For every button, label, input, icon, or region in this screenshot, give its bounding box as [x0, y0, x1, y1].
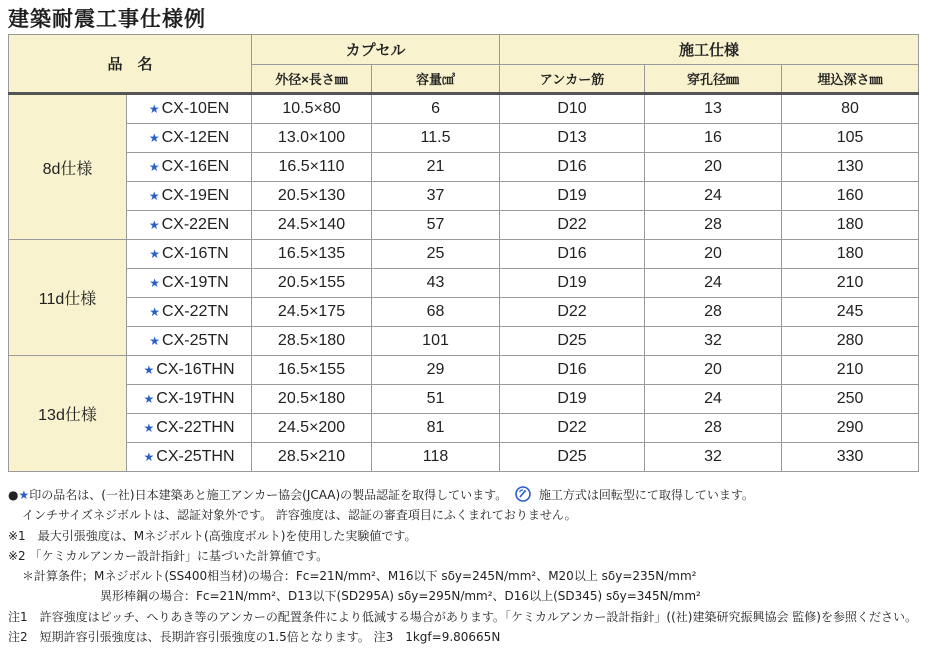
embed-depth-cell: 210 [782, 356, 919, 385]
spec-group-label: 8d仕様 [9, 94, 127, 240]
embed-depth-cell: 130 [782, 153, 919, 182]
embed-depth-cell: 250 [782, 385, 919, 414]
header-size: 外径×長さ㎜ [252, 65, 372, 94]
volume-cell: 29 [372, 356, 500, 385]
star-icon: ★ [18, 488, 30, 502]
table-row [9, 94, 919, 124]
rebar-cell: D25 [500, 327, 645, 356]
rebar-cell: D16 [500, 153, 645, 182]
size-cell: 24.5×175 [252, 298, 372, 327]
header-rebar: アンカー筋 [500, 65, 645, 94]
model-cell [127, 211, 252, 240]
star-icon: ★ [143, 450, 155, 464]
note-line-5: ＊計算条件；Mネジボルト(SS400相当材)の場合：Fc=21N/mm²、M16以下 sδy=245N/mm²、M20以上 sδy=235N/mm² [22, 569, 697, 584]
star-icon: ★ [148, 189, 160, 203]
hole-diameter-cell: 28 [645, 414, 782, 443]
model-cell [127, 124, 252, 153]
rebar-cell: D10 [500, 94, 645, 124]
model-cell [127, 153, 252, 182]
table-row [9, 327, 919, 356]
model-cell [127, 182, 252, 211]
header-construction-spec: 施工仕様 [500, 35, 919, 65]
volume-cell: 25 [372, 240, 500, 269]
model-name: CX-19TN [162, 274, 229, 291]
star-icon: ★ [149, 305, 161, 319]
model-cell [127, 327, 252, 356]
model-cell [127, 240, 252, 269]
hole-diameter-cell: 28 [645, 298, 782, 327]
embed-depth-cell: 210 [782, 269, 919, 298]
model-name: CX-22TN [162, 303, 229, 320]
hole-diameter-cell: 20 [645, 153, 782, 182]
size-cell: 28.5×210 [252, 443, 372, 472]
star-icon: ★ [143, 421, 155, 435]
hole-diameter-cell: 16 [645, 124, 782, 153]
hole-diameter-cell: 32 [645, 327, 782, 356]
embed-depth-cell: 280 [782, 327, 919, 356]
star-icon: ★ [148, 160, 160, 174]
volume-cell: 118 [372, 443, 500, 472]
notes [8, 485, 948, 647]
header-hole: 穿孔径㎜ [645, 65, 782, 94]
table-row [9, 356, 919, 385]
table-row [9, 182, 919, 211]
model-name: CX-16EN [161, 158, 230, 175]
size-cell: 13.0×100 [252, 124, 372, 153]
rebar-cell: D22 [500, 211, 645, 240]
size-cell: 20.5×130 [252, 182, 372, 211]
model-name: CX-12EN [161, 129, 230, 146]
hole-diameter-cell: 24 [645, 385, 782, 414]
model-name: CX-10EN [161, 100, 230, 117]
star-icon: ★ [148, 218, 160, 232]
rebar-cell: D16 [500, 356, 645, 385]
spec-table-body [9, 94, 919, 472]
hole-diameter-cell: 24 [645, 269, 782, 298]
table-row [9, 211, 919, 240]
model-name: CX-25THN [156, 448, 235, 465]
table-row [9, 269, 919, 298]
bullet-icon: ● [8, 488, 19, 502]
volume-cell: 51 [372, 385, 500, 414]
rebar-cell: D22 [500, 298, 645, 327]
embed-depth-cell: 180 [782, 211, 919, 240]
spec-group-label: 11d仕様 [9, 240, 127, 356]
model-name: CX-19EN [161, 187, 230, 204]
header-capsule: カプセル [252, 35, 500, 65]
volume-cell: 43 [372, 269, 500, 298]
spec-table [8, 34, 919, 472]
table-row [9, 124, 919, 153]
embed-depth-cell: 245 [782, 298, 919, 327]
model-name: CX-16TN [162, 245, 229, 262]
note-text: 印の品名は、(一社)日本建築あと施工アンカー協会(JCAA)の製品認証を取得しています。 [29, 488, 508, 502]
size-cell: 16.5×135 [252, 240, 372, 269]
model-cell [127, 443, 252, 472]
model-cell [127, 94, 252, 124]
rebar-cell: D19 [500, 385, 645, 414]
star-icon: ★ [143, 392, 155, 406]
model-cell [127, 414, 252, 443]
rebar-cell: D19 [500, 269, 645, 298]
volume-cell: 21 [372, 153, 500, 182]
size-cell: 24.5×200 [252, 414, 372, 443]
size-cell: 24.5×140 [252, 211, 372, 240]
model-name: CX-16THN [156, 361, 235, 378]
table-row [9, 240, 919, 269]
header-depth: 埋込深さ㎜ [782, 65, 919, 94]
size-cell: 28.5×180 [252, 327, 372, 356]
embed-depth-cell: 180 [782, 240, 919, 269]
embed-depth-cell: 80 [782, 94, 919, 124]
embed-depth-cell: 330 [782, 443, 919, 472]
note-line-7: 注1 許容強度はピッチ、へりあき等のアンカーの配置条件により低減する場合があります。「ケミカルアンカー設計指針」((社)建築研究振興協会 監修)を参照ください。 [8, 609, 917, 624]
star-icon: ★ [143, 363, 155, 377]
table-row [9, 443, 919, 472]
model-cell [127, 385, 252, 414]
table-row [9, 414, 919, 443]
model-name: CX-22EN [161, 216, 230, 233]
embed-depth-cell: 105 [782, 124, 919, 153]
hole-diameter-cell: 32 [645, 443, 782, 472]
rebar-cell: D22 [500, 414, 645, 443]
table-row [9, 153, 919, 182]
model-name: CX-22THN [156, 419, 235, 436]
table-row [9, 385, 919, 414]
hole-diameter-cell: 20 [645, 356, 782, 385]
embed-depth-cell: 160 [782, 182, 919, 211]
volume-cell: 101 [372, 327, 500, 356]
rebar-cell: D13 [500, 124, 645, 153]
rebar-cell: D16 [500, 240, 645, 269]
hole-diameter-cell: 20 [645, 240, 782, 269]
spec-group-label: 13d仕様 [9, 356, 127, 472]
size-cell: 16.5×155 [252, 356, 372, 385]
note-text: 施工方式は回転型にて取得しています。 [538, 488, 754, 502]
hole-diameter-cell: 24 [645, 182, 782, 211]
note-line-4: ※2 「ケミカルアンカー設計指針」に基づいた計算値です。 [8, 548, 329, 563]
rotation-certification-icon [515, 486, 531, 502]
star-icon: ★ [149, 334, 161, 348]
size-cell: 16.5×110 [252, 153, 372, 182]
note-line-1 [8, 485, 948, 505]
table-row [9, 298, 919, 327]
hole-diameter-cell: 28 [645, 211, 782, 240]
note-line-2: インチサイズネジボルトは、認証対象外です。 許容強度は、認証の審査項目にふくまれておりません。 [22, 508, 577, 523]
volume-cell: 37 [372, 182, 500, 211]
volume-cell: 81 [372, 414, 500, 443]
star-icon: ★ [149, 247, 161, 261]
model-name: CX-19THN [156, 390, 235, 407]
embed-depth-cell: 290 [782, 414, 919, 443]
note-line-6: 異形棒鋼の場合：Fc=21N/mm²、D13以下(SD295A) sδy=295N/mm²、D16以上(SD345) sδy=345N/mm² [100, 589, 701, 604]
header-product-name: 品 名 [9, 35, 252, 94]
star-icon: ★ [149, 276, 161, 290]
star-icon: ★ [148, 102, 160, 116]
model-name: CX-25TN [162, 332, 229, 349]
volume-cell: 11.5 [372, 124, 500, 153]
note-line-8: 注2 短期許容引張強度は、長期許容引張強度の1.5倍となります。 注3 1kgf=9.80665N [8, 630, 501, 645]
size-cell: 20.5×155 [252, 269, 372, 298]
volume-cell: 57 [372, 211, 500, 240]
volume-cell: 6 [372, 94, 500, 124]
model-cell [127, 356, 252, 385]
star-icon: ★ [148, 131, 160, 145]
size-cell: 20.5×180 [252, 385, 372, 414]
page-title: 建築耐震工事仕様例 [8, 7, 206, 31]
model-cell [127, 298, 252, 327]
note-line-3: ※1 最大引張強度は、Mネジボルト(高強度ボルト)を使用した実験値です。 [8, 528, 417, 543]
volume-cell: 68 [372, 298, 500, 327]
size-cell: 10.5×80 [252, 94, 372, 124]
rebar-cell: D25 [500, 443, 645, 472]
header-volume: 容量㎤ [372, 65, 500, 94]
rebar-cell: D19 [500, 182, 645, 211]
hole-diameter-cell: 13 [645, 94, 782, 124]
model-cell [127, 269, 252, 298]
